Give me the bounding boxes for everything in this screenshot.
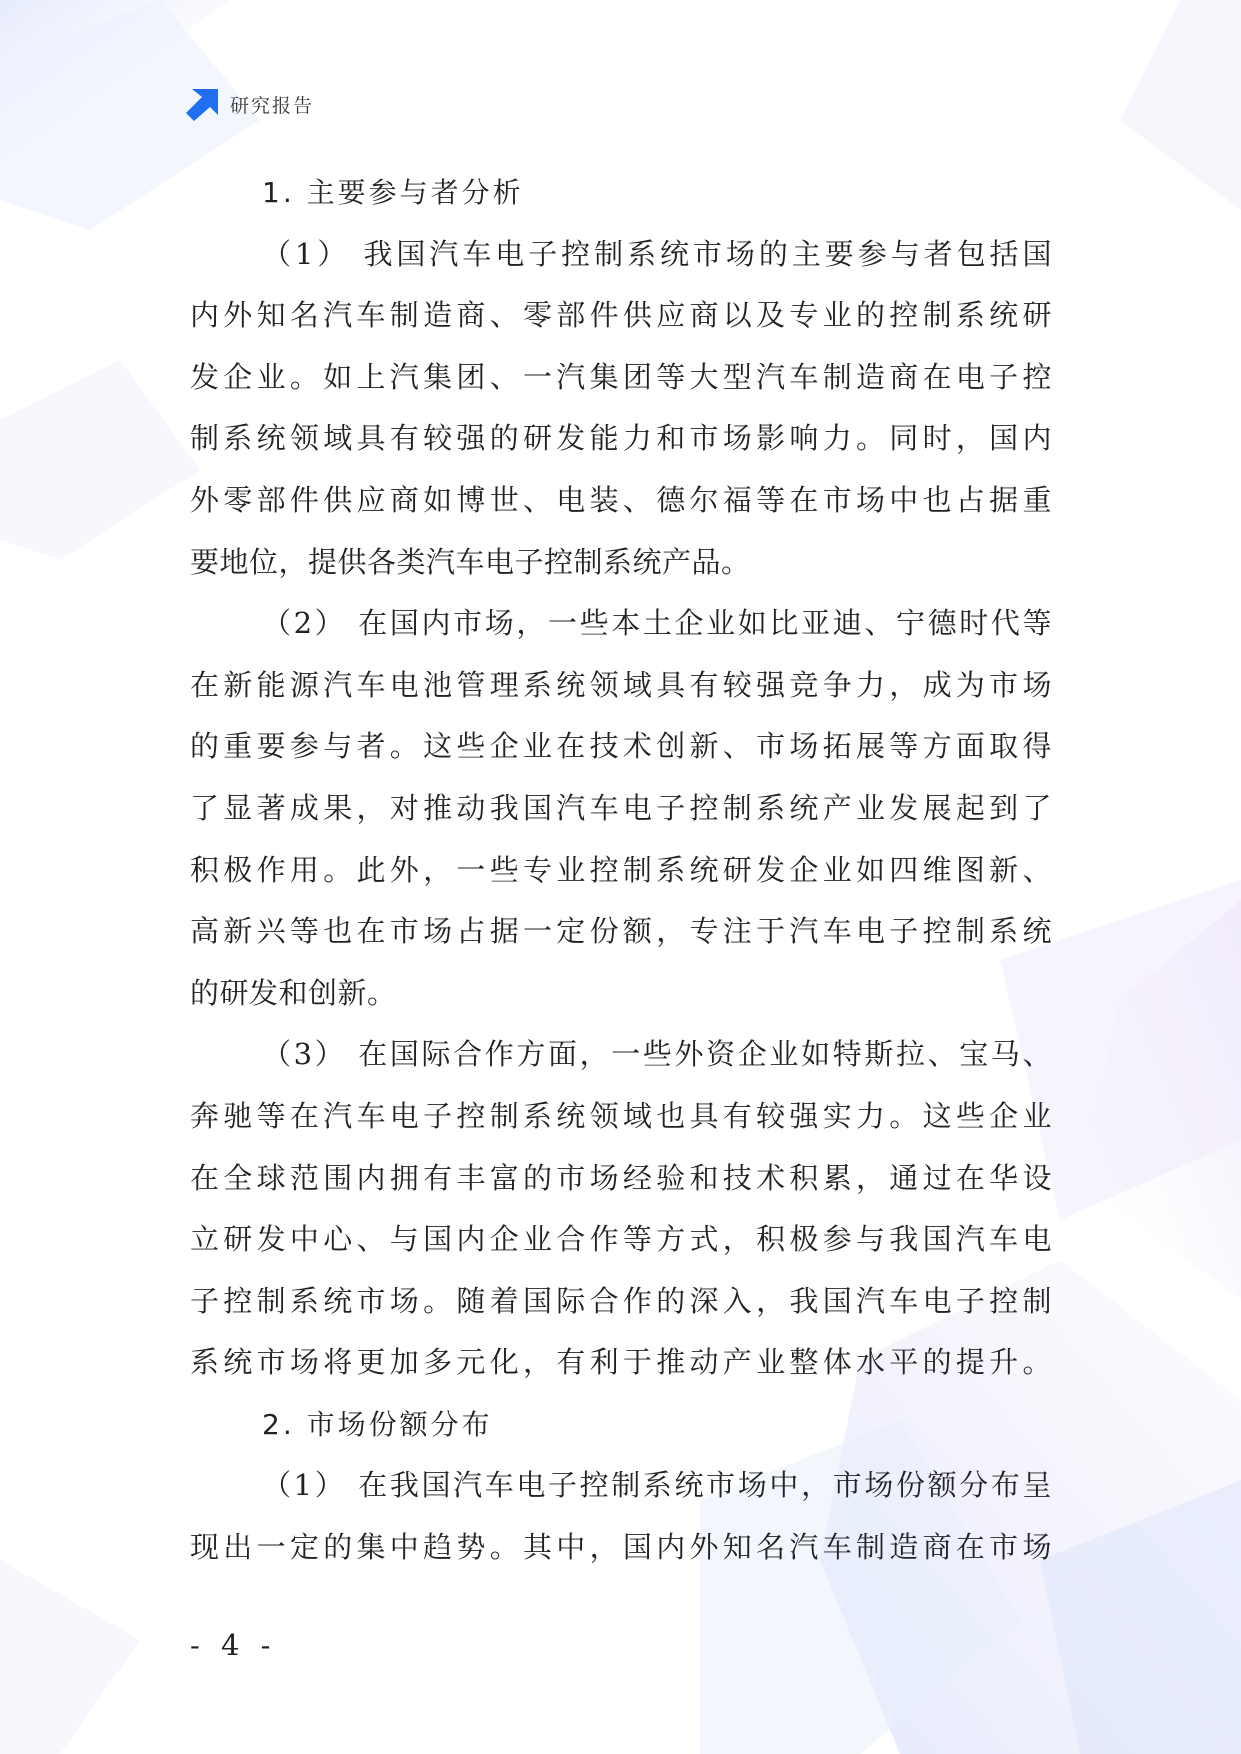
- paragraph-line: （2） 在国内市场，一些本土企业如比亚迪、宁德时代等: [262, 606, 1052, 641]
- paragraph-line: 外零部件供应商如博世、电装、德尔福等在市场中也占据重: [190, 482, 1052, 517]
- paragraph-line: 奔驰等在汽车电子控制系统领域也具有较强实力。这些企业: [190, 1098, 1052, 1133]
- paragraph-line: 现出一定的集中趋势。其中，国内外知名汽车制造商在市场: [190, 1530, 1052, 1565]
- paragraph-line: 内外知名汽车制造商、零部件供应商以及专业的控制系统研: [190, 298, 1052, 333]
- section-heading: 1. 主要参与者分析: [262, 176, 524, 209]
- paragraph-line: （1） 我国汽车电子控制系统市场的主要参与者包括国: [262, 236, 1052, 271]
- paragraph-line: （1） 在我国汽车电子控制系统市场中，市场份额分布呈: [262, 1468, 1052, 1503]
- paragraph-line: 了显著成果，对推动我国汽车电子控制系统产业发展起到了: [190, 790, 1052, 825]
- header-title: 研究报告: [230, 94, 315, 117]
- paragraph-line: 要地位，提供各类汽车电子控制系统产品。: [190, 544, 751, 579]
- arrow-up-right-icon: [186, 87, 220, 121]
- page-number: - 4 -: [190, 1628, 277, 1662]
- paragraph-line: 发企业。如上汽集团、一汽集团等大型汽车制造商在电子控: [190, 359, 1052, 394]
- paragraph-line: 在全球范围内拥有丰富的市场经验和技术积累，通过在华设: [190, 1160, 1052, 1195]
- paragraph-line: 高新兴等也在市场占据一定份额，专注于汽车电子控制系统: [190, 914, 1052, 949]
- paragraph-line: 的重要参与者。这些企业在技术创新、市场拓展等方面取得: [190, 729, 1052, 764]
- paragraph-line: 的研发和创新。: [190, 975, 397, 1010]
- paragraph-line: 子控制系统市场。随着国际合作的深入，我国汽车电子控制: [190, 1283, 1052, 1318]
- paragraph-line: 立研发中心、与国内企业合作等方式，积极参与我国汽车电: [190, 1222, 1052, 1257]
- paragraph-line: （3） 在国际合作方面，一些外资企业如特斯拉、宝马、: [262, 1037, 1052, 1072]
- paragraph-line: 在新能源汽车电池管理系统领域具有较强竞争力，成为市场: [190, 667, 1052, 702]
- report-header: [186, 86, 314, 122]
- paragraph-line: 系统市场将更加多元化，有利于推动产业整体水平的提升。: [190, 1345, 1052, 1380]
- section-heading: 2. 市场份额分布: [262, 1407, 493, 1441]
- paragraph-line: 积极作用。此外，一些专业控制系统研发企业如四维图新、: [190, 852, 1052, 887]
- paragraph-line: 制系统领域具有较强的研发能力和市场影响力。同时，国内: [190, 421, 1052, 456]
- document-body: [190, 162, 1052, 1579]
